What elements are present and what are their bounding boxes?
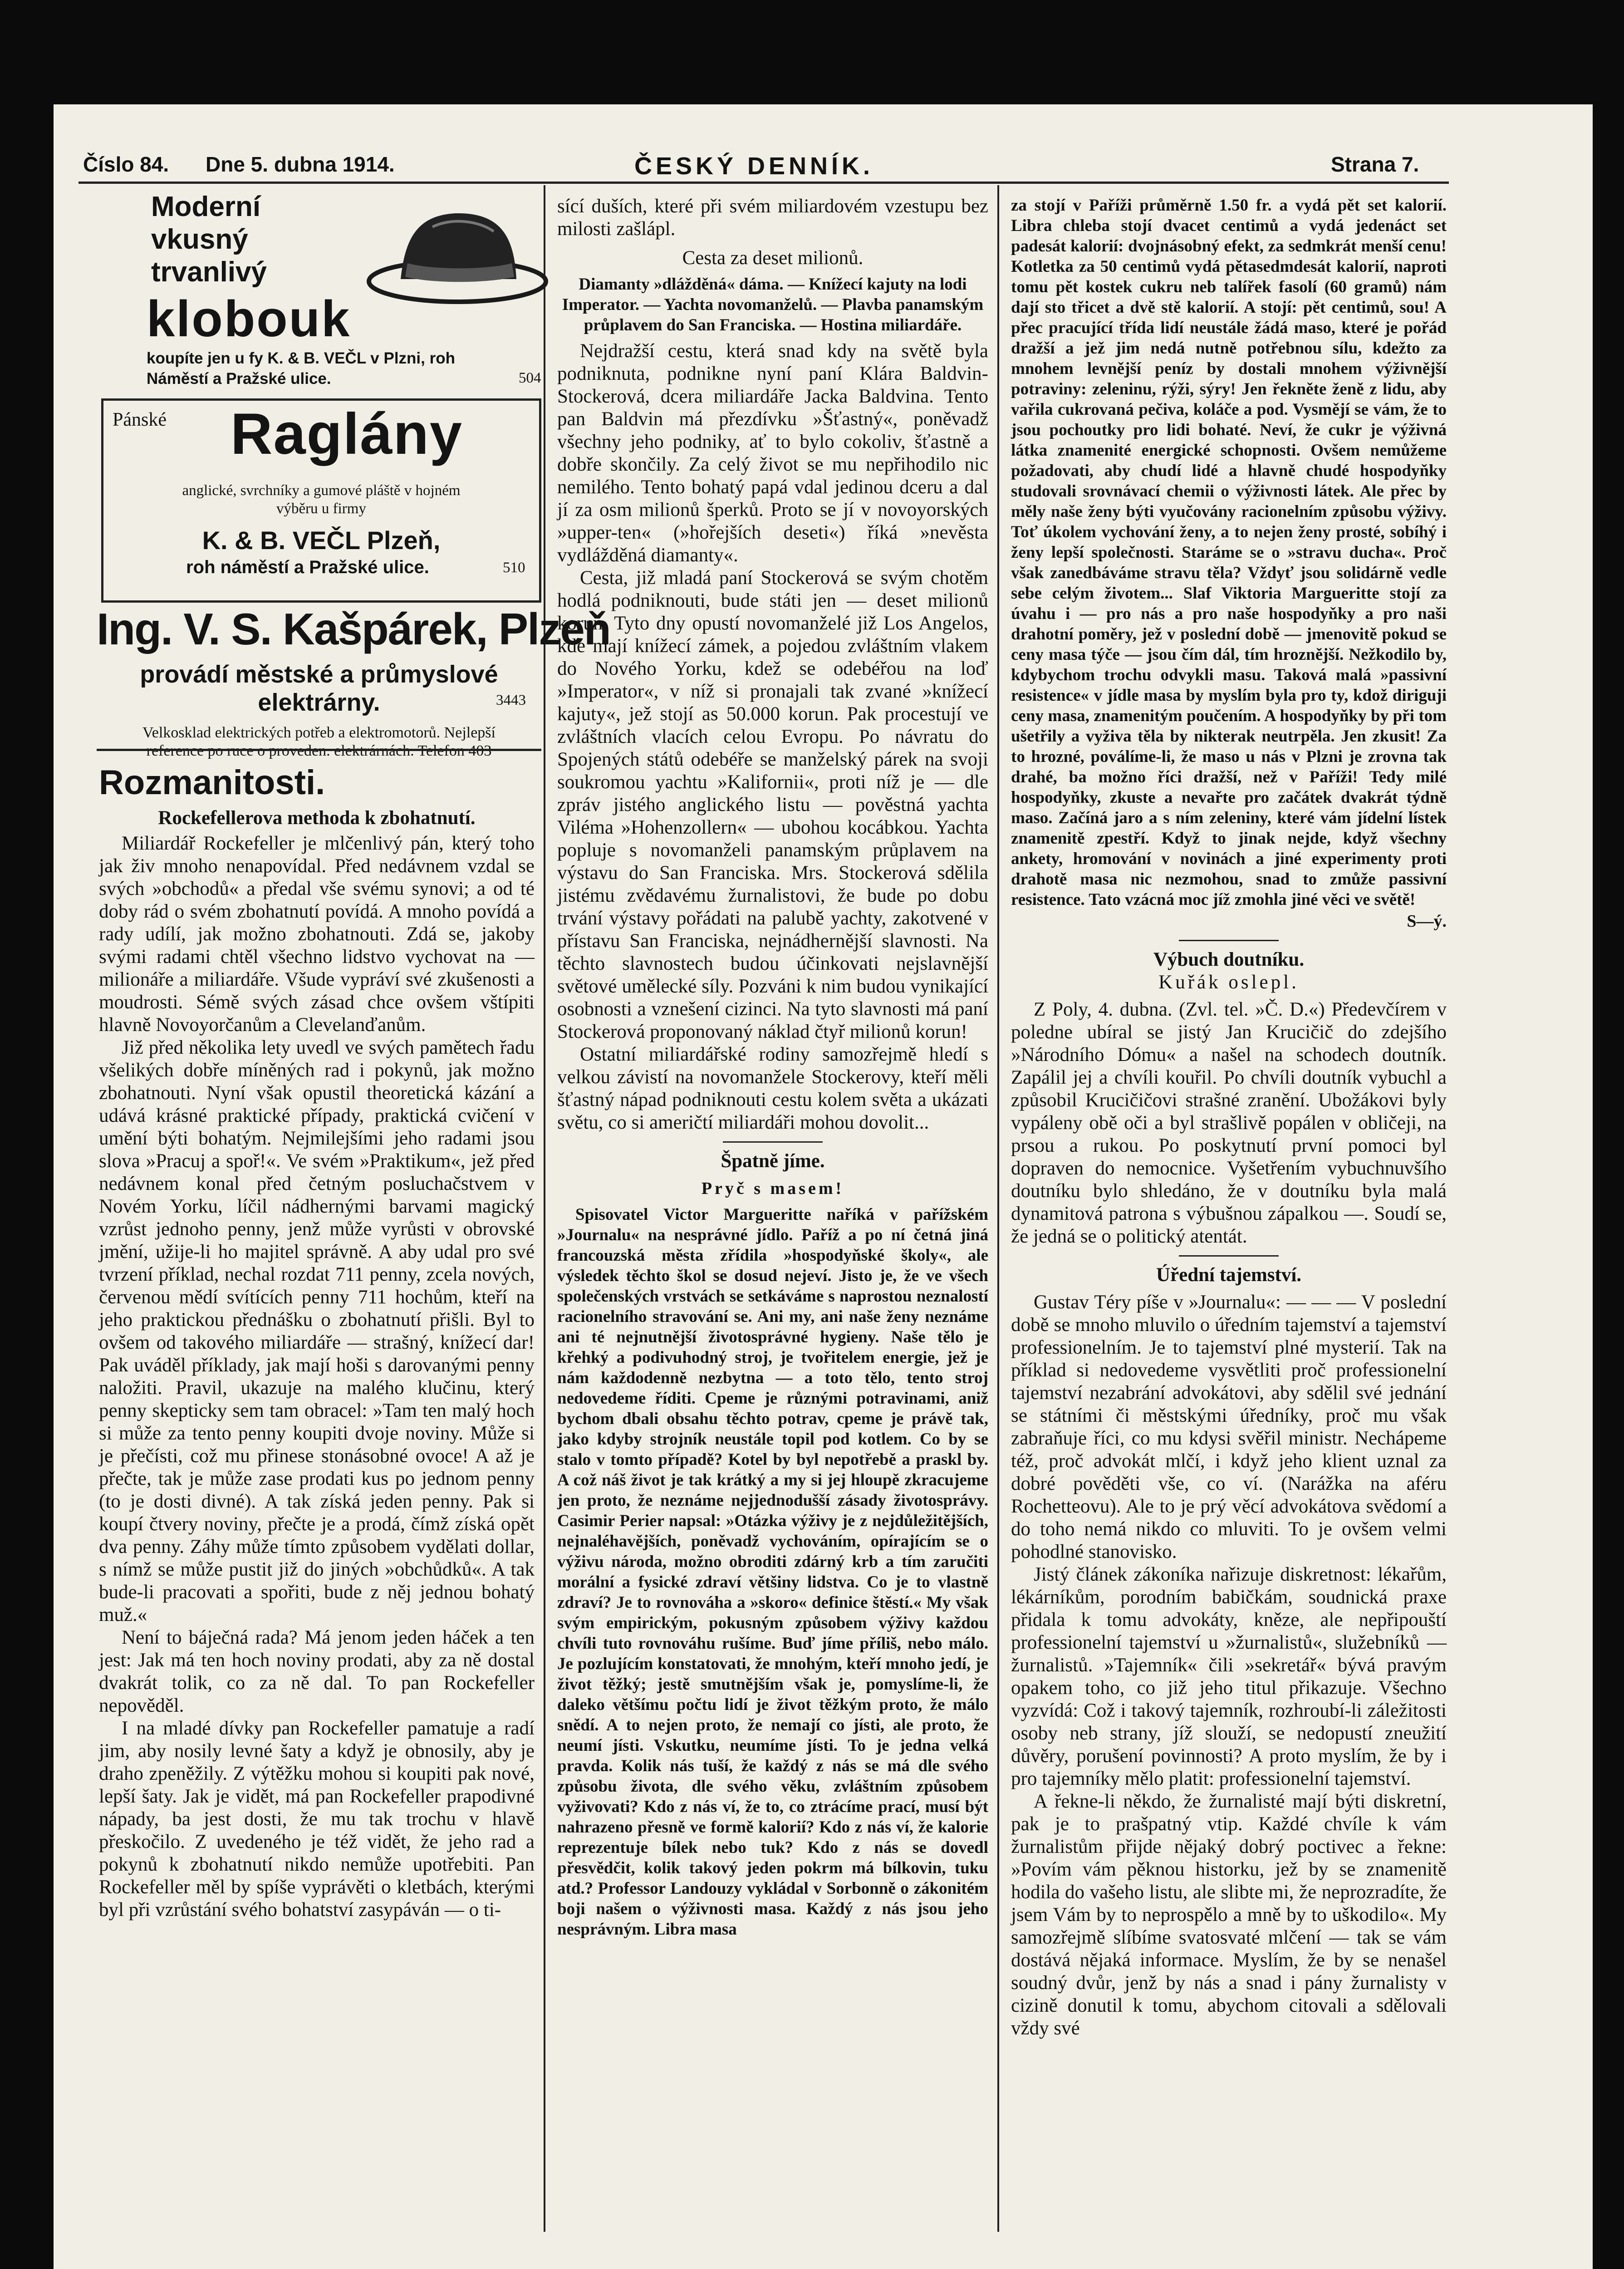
paragraph: Ostatní miliardářské rodiny samozřejmě hledí s velkou závistí na novomanžele Stockerovy, kteří měli šťastný nápad podniknouti cestu kolem světa a ukázati světu, co si američtí miliardáři mohou dovolit... [557,1044,988,1133]
hat-ad-title: klobouk [147,290,351,347]
hat-ad-headline: Moderní vkusný trvanlivý [151,191,267,288]
section-title: Rozmanitosti. [99,763,325,802]
kasparek-ad-number: 3443 [496,692,526,708]
kasparek-ad-sub: provádí městské a průmyslové elektrárny. [140,661,498,716]
raglany-ad-number: 510 [503,560,525,576]
paragraph: I na mladé dívky pan Rockefeller pamatuje a radí jim, aby nosily levné šaty a když je obnosily, aby je draho zpeněžily. Z výtěžku mohou si koupiti pak nové, lepší šaty. Jak je vidět, má pan Rockefeller prapodivné nápady, ba jest dosti, že mu tak trochu v hlavě přeskočilo. Z uvedeného je též vidět, že jeho rad a pokynů k zbohatnutí nikdo nemůže upotřebiti. Pan Rockefeller měl by spíše vyprávěti o kletbách, kterými byl při vzrůstání svého bohatství zasypáván — o ti- [99,1718,535,1920]
raglany-ad-pre: Pánské [113,409,167,430]
small-text-block: za stojí v Paříži průměrně 1.50 fr. a vydá pět set kalorií. Libra chleba stojí dvacet centimů a vydá jedenáct set padesát kalorií: dvojnásobný efekt, za sedmkrát menší cenu! Kotletka za 50 centimů vydá pětasedmdesát kalorií, naproti tomu pět kostek cukru neb talířek fasolí (60 gramů) nám dají sto třicet a dvě stě kalorií. A stojí: pět centimů, sou! A přec pracující třída lidí neustále žádá maso, které je pořád dražší a jež jim nedá nutně potřebnou sílu, kdežto za mnohem levnější peníz by dostali mnohem výživnější potraviny: zeleninu, rýži, sýry! Jen řekněte ženě z lidu, aby vařila cukrovaná pečiva, koláče a pod. Vysmějí se vám, že to jsou pochoutky pro lidi bohaté. Neví, že cukr je výživná látka znamenité energické schopnosti. Ovšem nemůžeme požadovati, aby chudí lidé a hlavně chudé hospodyňky studovali srovnávací chemii o výživnosti látek. Ale přec by měly naše ženy býti vyučovány racionelním způsobu výživy. Toť úkolem vychování ženy, a to nejen ženy prosté, sobíhý i ženy lepší společnosti. Staráme se o »stravu ducha«. Proč však zanedbáváme stravu těla? Vždyť jsou solidárně vedle sebe celým životem... Slaf Viktoria Margueritte stojí za úvahu i — pro nás a pro naše hospodyňky a pro naši drahotní poměry, jež v poslední době — jmenovitě pokud se ceny masa týče — jsou čím dál, tím hroznější. Nežkodilo by, kdybychom trochu odvykli masu. Taková malá »passivní resistence« v jídle masa by myslím byla pro ty, kdož diriguji ceny masa, znamenitým poučením. A hospodyňky by při tom ušetřily a vyživa těla by nikterak neutrpěla. Jen zkusit! Za to hrozné, poválíme-li, že maso u nás v Plzni je zrovna tak drahé, ba možno říci dražší, než v Paříži! Tedy milé hospodyňky, zkuste a nevařte pro začátek dvakrát týdně maso. Začíná jaro a s ním zeleniny, které vám jídelní lístek znamenitě zpestří. Když to jinak nejde, když všechny ankety, hromování v novinách a jiné experimenty proti drahotě masa nic nezmohou, snad to zmůže passivní resistence. Tato vzácná moc jíž zmohla jiné věci ve světě! [1011,196,1447,909]
article-subtitle: Kuřák oslepl. [1158,972,1299,993]
paragraph: Gustav Téry píše v »Journalu«: — — — V poslední době se mnoho mluvilo o úředním tajemství a tajemství professionelním. Je to tajemství plné mysterií. Tak na příklad si nedovedeme vysvětliti proč professionelní tajemství nezabrání advokátovi, aby sdělil své jednání se státními či městskými úředníky, proč mu však zabraňuje říci, co mu kdysi svěřil ministr. Nechápeme též, proč advokát mlčí, i když jeho klient uznal za dobré pověděti vše, co ví. (Narážka na aféru Rochetteovu). Ale to je prý věcí advokátova svědomí a do toho nemá nikdo co mluviti. To je ovšem velmi pohodlné stanovisko. [1011,1292,1447,1562]
issue-date: Dne 5. dubna 1914. [206,152,395,176]
article-separator [1179,940,1279,941]
article-title-vybuch: Výbuch doutníku. [1153,949,1305,970]
article-subtitle: Pryč s masem! [701,1179,844,1198]
article-title-rockefeller: Rockefellerova methoda k zbohatnutí. [158,807,476,829]
paragraph: A řekne-li někdo, že žurnalisté mají býti diskretní, pak je to prašpatný vtip. Každé chvíle k vám žurnalistům přijde nějaký dobrý poctivec a řekne: »Povím vám pěknou historku, jež by se znamenitě hodila do vašeho listu, ale slibte mi, že neprozradíte, že jsem Vám by to neprospělo a mně by to uškodilo«. My samozřejmě slíbíme svatosvaté mlčení — tak se vám dostává nějaká informace. Myslím, že by se nenašel soudný dvůr, jenž by nás a snad i pány žurnalisty v cizině donutil k tomu, abychom citovali a sdělovali vždy své [1011,1791,1447,2039]
paragraph: Již před několika lety uvedl ve svých pamětech řadu všelikých dobře míněných rad i pokynů, jak možno zbohatnouti. Nyní však opustil theoretická kázání a udává krásné praktické případy, praktická cvičení v umění býti bohatým. Nejmilejšími jeho radami jsou slova »Pracuj a spoř!«. Ve svém »Praktikum«, jež před nedávnem konal před četným posluchačstvem v Novém Yorku, líčil nádhernými barvami magický vzrůst jednoho penny, jenž může vyrůsti v obrovské jmění, užije-li ho majitel správně. A aby udal pro své tvrzení příklad, nechal rozdat 711 penny, zcela nových, červenou mědí svítících penny 711 hochům, kteří na jeho praktickou přednášku o zbohatnutí přišli. Byl to ovšem od takového miliardáře — strašný, knížecí dar! Pak uváděl příklady, jak mají hoši s darovanými penny naložiti. Pravil, ukazuje na malého klučinu, který penny skepticky sem tam obracel: »Tam ten malý hoch si může za tento penny koupiti dvoje noviny. Může si je přečísti, což mu přinese stonásobné ovoce! A až je přečte, tak je může zase prodati kus po jednom penny (to je dosti divné). A tak získá jeden penny. Pak si koupí čtvery noviny, přečte je a prodá, čímž získá opět dva penny. Záhy může tímto způsobem vydělati dollar, s nímž se může pustit již do jiných »obchůdků«. A tak bude-li pracovati a spořiti, bude z něj jednou bohatý muž.« [99,1037,535,1626]
hat-illustration-icon [364,195,550,309]
paragraph: sící duších, které při svém miliardovém vzestupu bez milosti zašlápl. [557,196,988,240]
hat-ad-address-1: koupíte jen u fy K. & B. VEČL v Plzni, roh [147,349,455,367]
paragraph: Miliardář Rockefeller je mlčenlivý pán, který toho jak živ mnoho nenapovídal. Před nedávnem vzdal se svých »obchodů« a předal vše svému synovi; a od té doby rád o svém zbohatnutí povídá. A mnoho povídá a rady udílí, jak možno zbohatnouti. Zdá se, jakoby svými radami chtěl všechno lidstvo vychovat na — milionáře a miliardáře. Všude vypráví své zkušenosti a moudrosti. Sémě svých zásad chce ovšem vštípiti hlavně Novoyorčanům a Clevelanďanům. [99,833,535,1036]
column-1 [99,763,535,1921]
column-2 [557,195,988,1940]
raglany-ad-firm: K. & B. VEČL Plzeň, [202,526,441,555]
raglany-ad-sub: anglické, svrchníky a gumové pláště v hojném výběru u firmy [182,482,461,517]
issue-number: Číslo 84. [83,152,169,176]
paragraph: Z Poly, 4. dubna. (Zvl. tel. »Č. D.«) Předevčírem v poledne ubíral se jistý Jan Krucičič do zdejšího »Národního Dómu« a našel na schodech doutník. Zapálil jej a chvíli kouřil. Po chvíli doutník vybuchl a způsobil Krucičičovi strašné zranění. Ubožákovi byly vypáleny obě oči a byl strašlivě popálen v obličeji, na prsou a rukou. Po poskytnutí první pomoci byl dopraven do nemocnice. Vyšetřením vybuchnuvšího doutníku bylo shledáno, že v doutníku byla malá dynamitová patrona s výbušnou zápalkou —. Soudí se, že jedná se o politický atentát. [1011,999,1447,1247]
small-text-block: Spisovatel Victor Margueritte naříká v pařížském »Journalu« na nesprávné jídlo. Paříž a po ní četná jiná francouzská města zřídila »hospodyňské školy«, ale výsledek těchto škol se dosud nejeví. Jisto je, že ve všech společenských vrstvách se setkáváme s naprostou neznalostí racionelního stravování se. Ani my, ani naše ženy neznáme ani té nejnutnější životosprávné hygieny. Naše tělo je křehký a podivuhodný stroj, je tvořitelem energie, jež je nám každodenně nezbytna — a toto tělo, tento stroj nedovedeme říditi. Cpeme je různými potravinami, aniž bychom dbali obsahu těchto potrav, cpeme je právě tak, jako kdyby strojník neustále topil pod kotlem. Co by se stalo v tomto případě? Kotel by byl nepotřebě a praskl by. A což náš život je tak krátký a my si jej hloupě zkracujeme jen proto, že neznáme nejjednodušší zásady životosprávy. Casimir Perier napsal: »Otázka výživy je z nejdůležitějších, nejnaléhavějších, poněvadž vychováním, opírajícím se o výživu národa, možno obroditi zdárný krb a tím zaručiti morální a fysické zdraví většiny lidstva. Co je to vlastně zdraví? Je to rovnováha a »skoro« definice štěstí.« My však svým empirickým, pokusným způsobem výživy každou chvíli tuto rovnováhu rušíme. Buď jíme příliš, nebo málo. Je pozlujícím konstatovati, že mnohým, kteří mnoho jedí, je život těžký; jestě smutnějším však je, pomyslíme-li, že daleko většímu počtu lidí je život těžkým proto, že málo snědí. A to nejen proto, že nemají co jísti, ale proto, že neumí jísti. Vskutku, neumíme jísti. To je jedna velká pravda. Kolik nás tuší, že každý z nás se má dle svého způsobu života, dle svého věku, zvláštním způsobem vyživovati? Kdo z nás ví, že to, co ztrácíme prací, musí být nahrazeno přesně ve formě kalorií? Kdo z nás ví, že kalorie reprezentuje bílek nebo tuk? Kdo z nás se dovedl přesvědčit, kolik takový jeden pokrm má bílkovin, tuku atd.? Professor Landouzy vykládal v Sorbonně o zákonitém boji našem o výživnosti masa. Každý z nás jsou jeho nesprávným. Libra masa [557,1205,988,1939]
article-caption: Diamanty »dlážděná« dáma. — Knížecí kajuty na lodi Imperator. — Yachta novomanželů. — Plavba panamským průplavem do San Franciska. — Hostina miliardáře. [562,275,984,334]
paragraph: Nejdražší cestu, která snad kdy na světě byla podniknuta, podnikne nyní paní Klára Baldvin-Stockerová, dcera miliardáře Jacka Baldvina. Tento pan Baldvin má přezdívku »Šťastný«, poněvadž všechny jeho podniky, ať to bylo cokoliv, šťastně a dobře skončily. Za celý život se mu nepřihodilo nic nemilého. Tento bohatý papá vdal jedinou dceru a dal jí za osm milionů šperků. Proto se jí v novoyorských »upper-ten« (»hořejších deseti«) říká »nevěsta vydlážděná diamanty«. [557,340,988,566]
kasparek-ad-title: Ing. V. S. Kašpárek, Plzeň [97,604,610,654]
page-number: Strana 7. [1331,152,1419,176]
hat-ad-number: 504 [519,370,541,386]
column-rule-1 [544,185,545,2232]
kasparek-ad-text: Velkosklad elektrických potřeb a elektromotorů. Nejlepší [142,724,496,741]
column-3 [1011,195,1447,2040]
raglany-ad-title: Raglány [231,402,463,467]
masthead: ČESKÝ DENNÍK. [634,152,874,180]
hat-ad-address-2: Náměstí a Pražské ulice. [147,370,331,388]
article-separator [1179,1255,1279,1257]
paragraph: Cesta, již mladá paní Stockerová se svým chotěm hodlá podniknouti, bude státi jen — deset milionů korun. Tyto dny opustí novomanželé již Los Angelos, kde mají knížecí zámek, a pojedou zvláštním vlakem do Nového Yorku, kdež se odebéřou na loď »Imperator«, v níž si pronajali tak zvané »knížecí kajuty«, jež stojí as 50.000 korun. Pak procestují ve zvláštních vlacích celou Evropu. Po návratu do Spojených států odebéře se manželský párek na svoji soukromou yachtu »Kalifornii«, proti níž je — dle zpráv jistého anglického listu — pověstná yachta Viléma »Hohenzollern« — ubohou kocábkou. Yachta popluje s novomanželi panamským průplavem na výstavu do San Franciska. Mrs. Stockerová sdělila jistému zvědavému žurnalistovi, že bude po dobu trvání výstavy pořádati na palubě yachty, zakotvené v přístavu San Franciska, nejnádhernější slavnosti. Na těchto slavnostech budou účinkovati nejslavnější světové umělecké síly. Pozváni k nim budou vynikající osobnosti a vznešení cizinci. Na tyto slavnosti má paní Stockerová proponovaný náklad čtyř milionů korun! [557,567,988,1042]
article-title-uredni: Úřední tajemství. [1156,1264,1302,1286]
header-rule [79,182,1449,184]
article-separator [723,1141,823,1143]
column-rule-2 [997,185,999,2232]
raglany-ad [101,398,541,603]
signature: S—ý. [1407,912,1447,931]
paragraph: Jistý článek zákoníka nařizuje diskretnost: lékařům, lékárníkům, porodním babičkám, soudnická praxe přidala k tomu advokáty, kněze, ale nepřipouští professionelní tajemství u »žurnalistů«, služebníků — žurnalistů. »Tajemník« čili »sekretář« bývá pravým opakem toho, co již jeho titul přikazuje. Všechno vyzvídá: Což i takový tajemník, rozhroubí-li záležitosti osoby neb strany, jíž slouží, se nedopustí zneužití důvěry, porušení povinnosti? A proto myslím, že by i pro tajemníky mělo platit: professionelní tajemství. [1011,1564,1447,1789]
article-title-spatne-jime: Špatně jíme. [721,1150,825,1172]
article-title-cesta: Cesta za deset milionů. [682,247,864,269]
ads-bottom-rule [97,749,541,751]
newspaper-page [54,104,1593,2269]
raglany-ad-address: roh náměstí a Pražské ulice. [186,557,429,577]
paragraph: Není to báječná rada? Má jenom jeden háček a ten jest: Jak má ten hoch noviny prodati, aby za ně dostal dvakrát tolik, co za ně dal. To pan Rockefeller nepověděl. [99,1627,535,1716]
